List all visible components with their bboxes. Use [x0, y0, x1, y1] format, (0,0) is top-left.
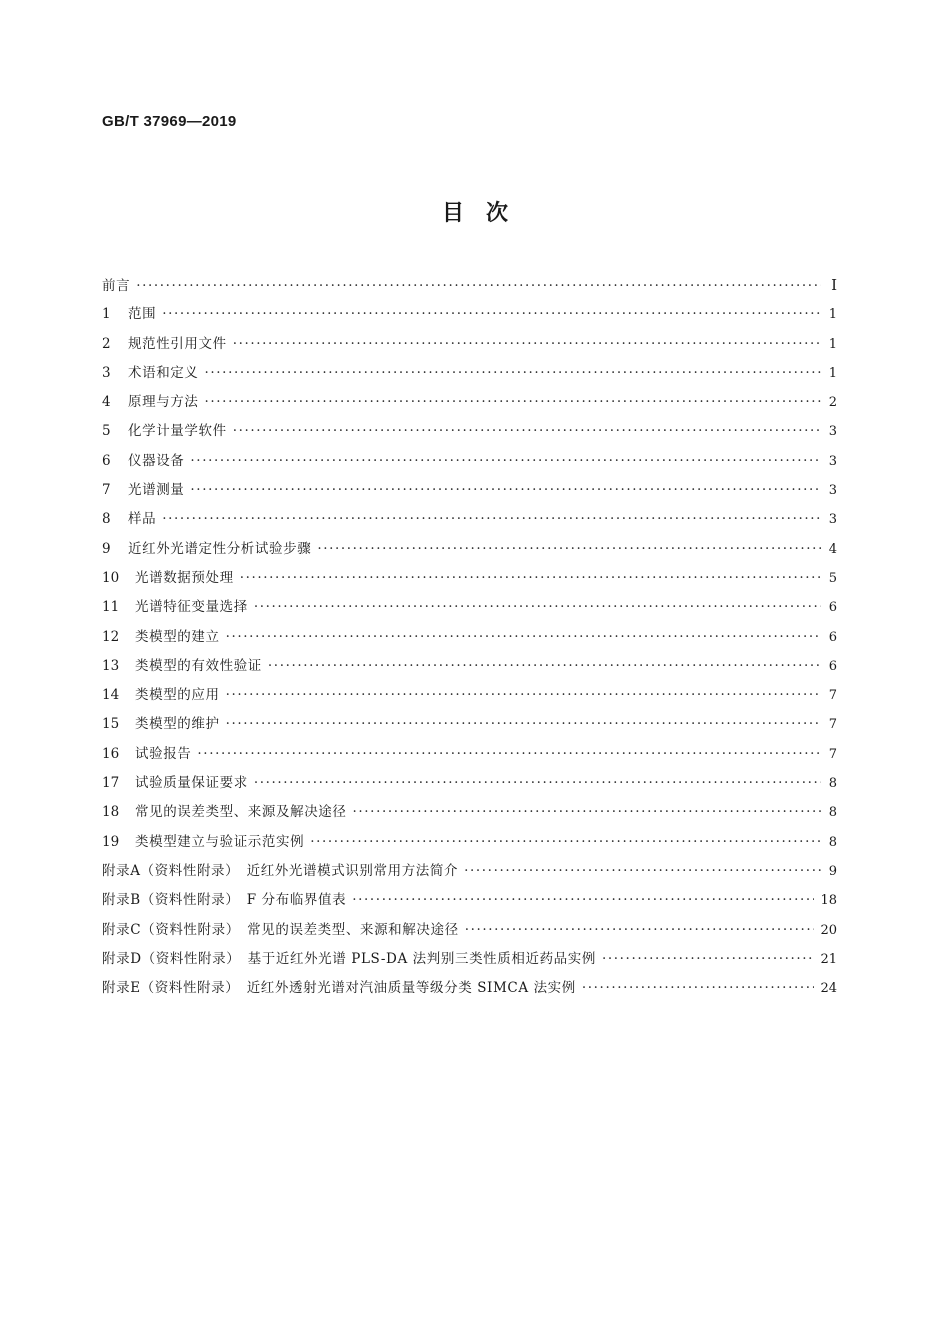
toc-entry-appendix-e[interactable] [102, 974, 837, 1003]
toc-entry-number: 12 [102, 628, 120, 645]
toc-leader-dots [162, 300, 821, 329]
toc-entry-5[interactable] [102, 417, 837, 446]
toc-entry-label: 附录E（资料性附录） 近红外透射光谱对汽油质量等级分类 SIMCA 法实例 [102, 980, 576, 997]
toc-entry-label: 类模型的维护 [135, 716, 220, 733]
toc-entry-label: 类模型的有效性验证 [135, 657, 262, 674]
toc-entry-page: 1 [828, 365, 837, 381]
toc-entry-8[interactable] [102, 505, 837, 534]
toc-entry-12[interactable] [102, 623, 837, 652]
toc-leader-dots [352, 886, 814, 915]
toc-entry-page: 24 [820, 981, 837, 997]
toc-entry-label: 试验质量保证要求 [135, 775, 248, 792]
toc-entry-number: 11 [102, 599, 120, 616]
toc-entry-7[interactable] [102, 476, 837, 505]
toc-leader-dots [136, 272, 821, 300]
toc-entry-number: 1 [102, 306, 111, 323]
toc-leader-dots [226, 710, 821, 739]
toc-entry-page: 2 [828, 395, 837, 411]
toc-entry-page: 6 [828, 629, 837, 645]
table-of-contents [102, 271, 837, 1003]
toc-entry-2[interactable] [102, 330, 837, 359]
toc-entry-label: 类模型的建立 [135, 628, 220, 645]
toc-entry-label: 光谱数据预处理 [135, 569, 234, 586]
toc-entry-label: 术语和定义 [128, 364, 199, 381]
toc-leader-dots [226, 623, 821, 652]
toc-entry-page: 1 [828, 307, 837, 323]
toc-leader-dots [353, 798, 822, 827]
toc-leader-dots [205, 359, 822, 388]
toc-entry-16[interactable] [102, 740, 837, 769]
toc-entry-label: 常见的误差类型、来源及解决途径 [135, 804, 347, 821]
toc-leader-dots [582, 974, 815, 1003]
toc-entry-number: 18 [102, 804, 120, 821]
toc-entry-number: 19 [102, 833, 120, 850]
toc-entry-appendix-b[interactable] [102, 886, 837, 915]
toc-entry-page: 6 [828, 600, 837, 616]
toc-entry-4[interactable] [102, 388, 837, 417]
toc-entry-foreword[interactable] [102, 271, 837, 300]
toc-entry-label: 附录C（资料性附录） 常见的误差类型、来源和解决途径 [102, 921, 459, 938]
toc-entry-page: 3 [828, 512, 837, 528]
toc-entry-number: 10 [102, 569, 120, 586]
toc-entry-page: 1 [828, 336, 837, 352]
toc-entry-label: 原理与方法 [128, 394, 199, 411]
toc-leader-dots [233, 330, 821, 359]
toc-leader-dots [317, 535, 821, 564]
toc-entry-label: 仪器设备 [128, 452, 185, 469]
toc-entry-page: 6 [828, 658, 837, 674]
toc-entry-page: 3 [828, 424, 837, 440]
toc-entry-page: 7 [828, 717, 837, 733]
toc-entry-label: 类模型建立与验证示范实例 [135, 833, 305, 850]
toc-entry-label: 化学计量学软件 [128, 423, 227, 440]
toc-entry-label: 光谱测量 [128, 482, 185, 499]
toc-entry-page: 9 [828, 863, 837, 879]
toc-entry-label: 规范性引用文件 [128, 335, 227, 352]
toc-entry-number: 4 [102, 394, 111, 411]
toc-entry-label: 前言 [102, 278, 131, 294]
toc-entry-page: 3 [828, 453, 837, 469]
standard-code: GB/T 37969—2019 [102, 113, 237, 130]
toc-entry-11[interactable] [102, 593, 837, 622]
toc-entry-appendix-a[interactable] [102, 857, 837, 886]
toc-entry-page: 5 [828, 570, 837, 586]
toc-leader-dots [310, 828, 821, 857]
toc-leader-dots [226, 681, 821, 710]
toc-entry-number: 3 [102, 364, 111, 381]
toc-entry-page: 7 [828, 746, 837, 762]
toc-leader-dots [197, 740, 821, 769]
toc-entry-page: 21 [820, 951, 837, 967]
toc-entry-page: 3 [828, 483, 837, 499]
toc-entry-14[interactable] [102, 681, 837, 710]
toc-entry-page: 8 [828, 776, 837, 792]
toc-entry-number: 13 [102, 657, 120, 674]
toc-entry-page: 8 [828, 805, 837, 821]
toc-entry-label: 样品 [128, 511, 157, 528]
toc-entry-9[interactable] [102, 535, 837, 564]
toc-entry-number: 8 [102, 511, 111, 528]
toc-entry-label: 光谱特征变量选择 [135, 599, 248, 616]
toc-entry-13[interactable] [102, 652, 837, 681]
toc-entry-number: 9 [102, 540, 111, 557]
toc-entry-number: 7 [102, 482, 111, 499]
toc-entry-number: 2 [102, 335, 111, 352]
toc-title: 目 次 [441, 201, 508, 226]
toc-entry-label: 附录A（资料性附录） 近红外光谱模式识别常用方法简介 [102, 862, 459, 879]
toc-entry-6[interactable] [102, 447, 837, 476]
toc-entry-18[interactable] [102, 798, 837, 827]
toc-entry-number: 6 [102, 452, 111, 469]
toc-leader-dots [465, 916, 815, 945]
toc-entry-page: 4 [828, 541, 837, 557]
toc-entry-number: 15 [102, 716, 120, 733]
toc-entry-15[interactable] [102, 710, 837, 739]
toc-entry-19[interactable] [102, 828, 837, 857]
toc-leader-dots [162, 505, 821, 534]
toc-entry-3[interactable] [102, 359, 837, 388]
toc-entry-number: 17 [102, 775, 120, 792]
toc-entry-17[interactable] [102, 769, 837, 798]
toc-entry-label: 类模型的应用 [135, 687, 220, 704]
toc-entry-label: 附录B（资料性附录） F 分布临界值表 [102, 892, 347, 909]
toc-entry-page: Ⅰ [831, 276, 837, 294]
toc-entry-page: 18 [820, 893, 837, 909]
toc-entry-number: 5 [102, 423, 111, 440]
toc-entry-appendix-d[interactable] [102, 945, 837, 974]
toc-leader-dots [233, 417, 821, 446]
toc-entry-appendix-c[interactable] [102, 916, 837, 945]
toc-entry-label: 近红外光谱定性分析试验步骤 [128, 540, 312, 557]
toc-leader-dots [602, 945, 814, 974]
toc-entry-label: 附录D（资料性附录） 基于近红外光谱 PLS-DA 法判别三类性质相近药品实例 [102, 950, 596, 967]
toc-entry-label: 范围 [128, 306, 157, 323]
toc-leader-dots [268, 652, 821, 681]
toc-entry-page: 8 [828, 834, 837, 850]
toc-leader-dots [190, 447, 821, 476]
toc-leader-dots [190, 476, 821, 505]
toc-entry-10[interactable] [102, 564, 837, 593]
toc-entry-page: 7 [828, 688, 837, 704]
toc-leader-dots [254, 593, 821, 622]
toc-entry-page: 20 [820, 922, 837, 938]
toc-entry-1[interactable] [102, 300, 837, 329]
toc-entry-label: 试验报告 [135, 745, 192, 762]
toc-leader-dots [240, 564, 821, 593]
toc-entry-number: 16 [102, 745, 120, 762]
toc-leader-dots [464, 857, 821, 886]
toc-leader-dots [254, 769, 821, 798]
toc-entry-number: 14 [102, 687, 120, 704]
toc-leader-dots [205, 388, 822, 417]
